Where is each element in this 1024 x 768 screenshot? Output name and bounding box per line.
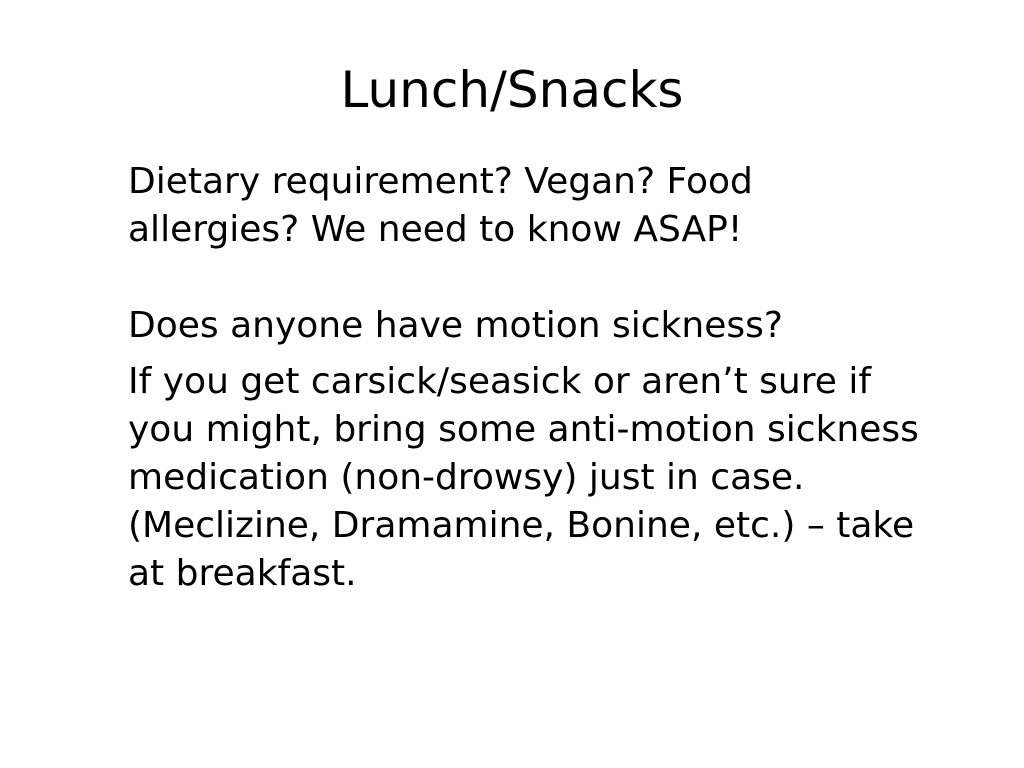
slide-title: Lunch/Snacks	[340, 61, 684, 119]
motion-sickness-advice: If you get carsick/seasick or aren’t sure if you might, bring some anti-motion sickness medication (non-drowsy) just in case. (Meclizine, Dramamine, Bonine, etc.) – take at breakfast.	[128, 361, 919, 594]
dietary-paragraph: Dietary requirement? Vegan? Food allergies? We need to know ASAP!	[128, 161, 753, 250]
motion-sickness-question: Does anyone have motion sickness?	[128, 305, 783, 346]
slide-body	[128, 158, 928, 598]
